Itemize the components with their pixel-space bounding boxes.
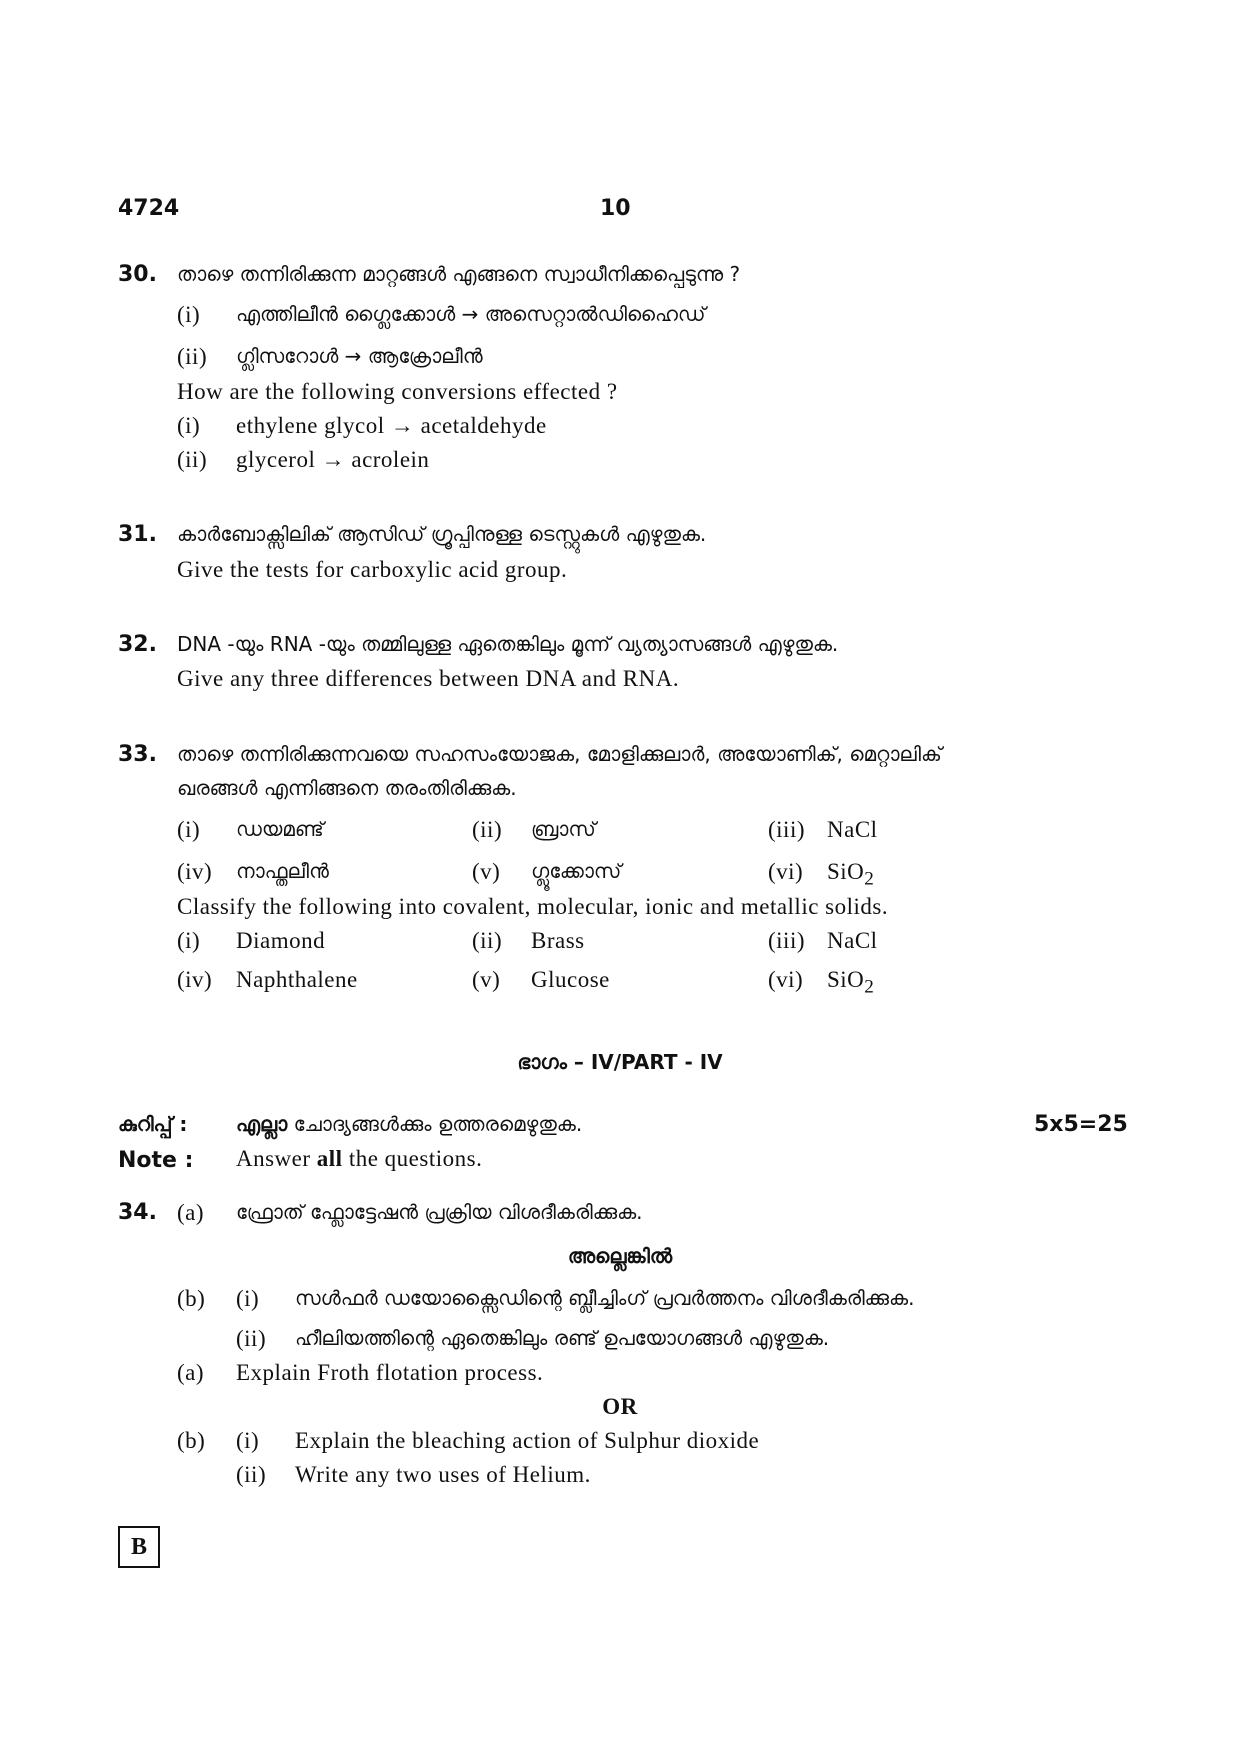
q34-en-b-ii-text: Write any two uses of Helium. [295, 1462, 591, 1487]
q33-ml-text-1: ഡയമണ്ട് [236, 817, 324, 841]
note-en-post: the questions. [342, 1146, 483, 1171]
question-number-30: 30. [118, 262, 157, 287]
q30-en-item-label-2: (ii) [177, 447, 208, 472]
note-en-pre: Answer [236, 1146, 317, 1171]
series-box [118, 1526, 160, 1568]
q33-en-text-3: NaCl [827, 928, 878, 953]
q30-en-item-label-1: (i) [177, 413, 201, 438]
note-en-bold: all [316, 1146, 343, 1171]
q34-en-a-label: (a) [177, 1360, 205, 1385]
q33-malayalam-question-line2: ഖരങ്ങൾ എന്നിങ്ങനെ തരംതിരിക്കുക. [177, 776, 517, 800]
q33-ml-text-4: നാഫ്തലീൻ [236, 859, 329, 883]
q34-en-or: OR [602, 1394, 638, 1419]
q33-english-question: Classify the following into covalent, molecular, ionic and metallic solids. [177, 894, 889, 919]
q33-ml-label-6: (vi) [768, 859, 804, 884]
q33-en-label-3: (iii) [768, 928, 805, 953]
q30-ml-item-label-2: (ii) [177, 344, 208, 369]
q33-ml-label-5: (v) [472, 859, 501, 884]
q33-en-label-2: (ii) [472, 928, 503, 953]
q33-en-label-1: (i) [177, 928, 201, 953]
note-ml-text [236, 1112, 582, 1136]
q30-en-item-text-2: glycerol → acrolein [236, 447, 430, 472]
q32-malayalam-question: DNA -യും RNA -യും തമ്മിലുള്ള ഏതെങ്കിലും മൂന്ന് വ്യത്യാസങ്ങൾ എഴുതുക. [177, 632, 839, 656]
q30-malayalam-question: താഴെ തന്നിരിക്കുന്ന മാറ്റങ്ങൾ എങ്ങനെ സ്വാധീനിക്കപ്പെടുന്നു ? [177, 262, 741, 286]
q33-ml-label-3: (iii) [768, 817, 805, 842]
q33-en-label-6: (vi) [768, 967, 804, 992]
q34-ml-b-label: (b) [177, 1286, 206, 1311]
q32-english-question: Give any three differences between DNA and RNA. [177, 666, 680, 691]
question-number-32: 32. [118, 632, 157, 657]
question-number-34: 34. [118, 1200, 157, 1225]
q33-en-label-4: (iv) [177, 967, 213, 992]
q34-ml-b-i-label: (i) [236, 1286, 260, 1311]
note-ml-label: കുറിപ്പ് : [118, 1112, 188, 1136]
q34-en-b-i-label: (i) [236, 1428, 260, 1453]
q30-ml-item-text-2: ഗ്ലിസറോൾ → ആക്രോലീൻ [236, 344, 483, 368]
q30-ml-item-text-1: എത്തിലീൻ ഗ്ലൈക്കോൾ → അസെറ്റാൽഡിഹൈഡ് [236, 302, 706, 326]
q34-ml-b-ii-label: (ii) [236, 1326, 267, 1351]
formula-sio2: SiO [827, 967, 865, 992]
q34-en-b-i-text: Explain the bleaching action of Sulphur dioxide [295, 1428, 760, 1453]
q30-english-question: How are the following conversions effected ? [177, 379, 618, 404]
marks: 5x5=25 [1034, 1112, 1128, 1137]
q34-ml-or: അല്ലെങ്കിൽ [567, 1244, 673, 1268]
series-letter: B [130, 1533, 147, 1560]
q34-en-b-ii-label: (ii) [236, 1462, 267, 1487]
question-number-33: 33. [118, 742, 157, 767]
q31-english-question: Give the tests for carboxylic acid group. [177, 557, 568, 582]
q33-en-text-6 [827, 967, 874, 999]
q33-ml-text-3: NaCl [827, 817, 878, 842]
q34-ml-b-ii-text: ഹീലിയത്തിന്റെ ഏതെങ്കിലും രണ്ട് ഉപയോഗങ്ങൾ എഴുതുക. [295, 1326, 830, 1350]
q30-en-item-text-1: ethylene glycol → acetaldehyde [236, 413, 547, 438]
q33-ml-label-2: (ii) [472, 817, 503, 842]
q34-ml-a-text: ഫ്രോത് ഫ്ലോട്ടേഷൻ പ്രക്രിയ വിശദീകരിക്കുക. [236, 1200, 643, 1224]
note-en-text [236, 1146, 482, 1172]
q33-en-text-2: Brass [531, 928, 585, 953]
q30-ml-item-label-1: (i) [177, 302, 201, 327]
formula-sio2: SiO [827, 859, 865, 884]
note-ml-bold: എല്ലാ [236, 1112, 288, 1136]
q34-ml-a-label: (a) [177, 1200, 205, 1225]
q33-malayalam-question-line1: താഴെ തന്നിരിക്കുന്നവയെ സഹസംയോജക, മോളിക്കുലാർ, അയോണിക്, മെറ്റാലിക് [177, 742, 942, 766]
q33-en-text-5: Glucose [531, 967, 610, 992]
q34-en-b-label: (b) [177, 1428, 206, 1453]
q33-ml-text-2: ബ്രാസ് [531, 817, 596, 841]
q33-ml-text-5: ഗ്ലൂക്കോസ് [531, 859, 622, 883]
formula-subscript: 2 [864, 976, 875, 998]
paper-code: 4724 [118, 196, 180, 221]
part-title: ഭാഗം – IV/PART - IV [517, 1050, 723, 1074]
q33-en-label-5: (v) [472, 967, 501, 992]
q33-ml-label-4: (iv) [177, 859, 213, 884]
q33-ml-text-6 [827, 859, 874, 891]
q33-en-text-1: Diamond [236, 928, 326, 953]
q33-ml-label-1: (i) [177, 817, 201, 842]
q33-en-text-4: Naphthalene [236, 967, 358, 992]
page-number: 10 [600, 196, 631, 221]
q34-en-a-text: Explain Froth flotation process. [236, 1360, 544, 1385]
q34-ml-b-i-text: സൾഫർ ഡയോക്സൈഡിന്റെ ബ്ലീച്ചിംഗ് പ്രവർത്തനം വിശദീകരിക്കുക. [295, 1286, 915, 1310]
question-number-31: 31. [118, 522, 157, 547]
q31-malayalam-question: കാർബോക്സിലിക് ആസിഡ് ഗ്രൂപ്പിനുള്ള ടെസ്റ്റുകൾ എഴുതുക. [177, 522, 707, 546]
formula-subscript: 2 [864, 868, 875, 890]
note-ml-rest: ചോദ്യങ്ങൾക്കും ഉത്തരമെഴുതുക. [287, 1112, 583, 1136]
note-en-label: Note : [118, 1148, 194, 1173]
